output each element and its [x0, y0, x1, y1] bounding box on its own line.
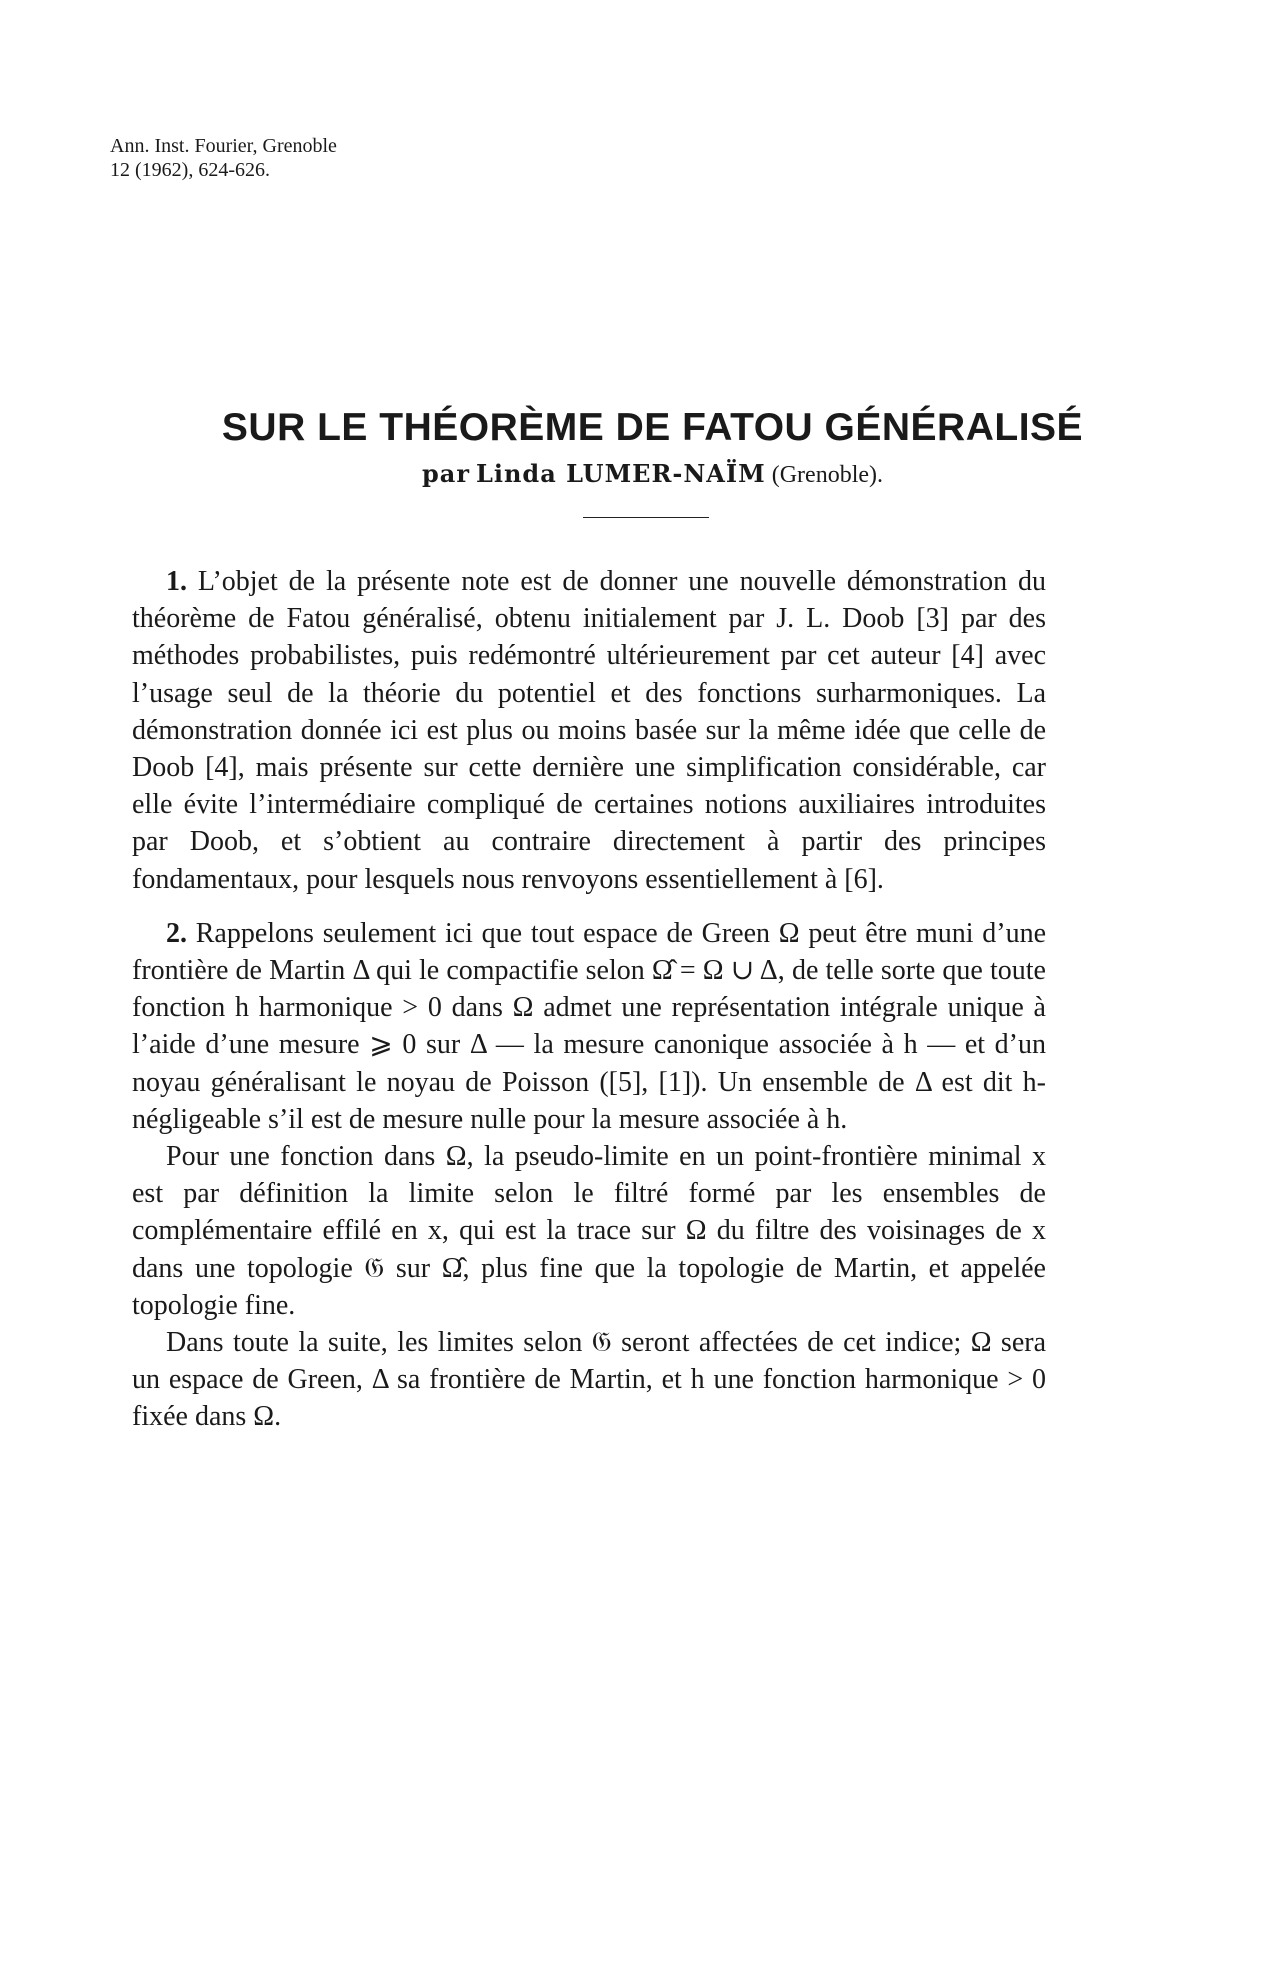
- journal-name: Ann. Inst. Fourier, Grenoble: [110, 135, 337, 157]
- paper-title: SUR LE THÉORÈME DE FATOU GÉNÉRALISÉ: [221, 406, 1084, 449]
- author-affiliation: (Grenoble).: [771, 462, 883, 488]
- title-divider: [583, 517, 709, 518]
- section-number: 1.: [166, 566, 187, 597]
- journal-header: [110, 134, 337, 182]
- byline: [0, 459, 1280, 489]
- paragraph-text: Dans toute la suite, les limites selon 𝔊 seront affectées de cet indice; Ω sera un espace de Green, Δ sa frontière de Martin, et h une fonction harmonique > 0 fixée dans Ω.: [132, 1327, 1046, 1433]
- journal-volume-pages: 12 (1962), 624-626.: [110, 159, 270, 181]
- paragraph-pseudo-limite: [132, 1138, 1046, 1324]
- paragraph-text: L’objet de la présente note est de donner une nouvelle démonstration du théorème de Fatou généralisé, obtenu initialement par J. L. Doob [3] par des méthodes probabilistes, puis redémontré ultérieurement par cet auteur [4] avec l’usage seul de la théorie du potentiel et des fonctions surharmoniques. La démonstration donnée ici est plus ou moins basée sur la même idée que celle de Doob [4], mais présente sur cette dernière une simplification considérable, car elle évite l’intermédiaire compliqué de certaines notions auxiliaires introduites par Doob, et s’obtient au contraire directement à partir des principes fondamentaux, pour lesquels nous renvoyons essentiellement à [6].: [132, 566, 1047, 895]
- body-text: [132, 563, 1046, 1436]
- paragraph-section-2: [132, 915, 1046, 1138]
- paragraph-text: Rappelons seulement ici que tout espace de Green Ω peut être muni d’une frontière de Martin Δ qui le compactifie selon Ω̂ = Ω ∪ Δ, de telle sorte que toute fonction h harmonique > 0 dans Ω admet une représentation intégrale unique à l’aide d’une mesure ⩾ 0 sur Δ — la mesure canonique associée à h — et d’un noyau généralisant le noyau de Poisson ([5], [1]). Un ensemble de Δ est dit h-négligeable s’il est de mesure nulle pour la mesure associée à h.: [132, 917, 1047, 1135]
- paragraph-conventions: [132, 1324, 1046, 1436]
- paragraph-text: Pour une fonction dans Ω, la pseudo-limite en un point-frontière minimal x est par définition la limite selon le filtré formé par les ensembles de complémentaire effilé en x, qui est la trace sur Ω du filtre des voisinages de x dans une topologie 𝔊 sur Ω̂, plus fine que la topologie de Martin, et appelée topologie fine.: [132, 1141, 1046, 1321]
- author-name: Linda LUMER-NAÏM: [475, 459, 766, 488]
- paragraph-section-1: [132, 563, 1046, 898]
- byline-prefix: par: [421, 459, 470, 488]
- section-number: 2.: [166, 917, 187, 949]
